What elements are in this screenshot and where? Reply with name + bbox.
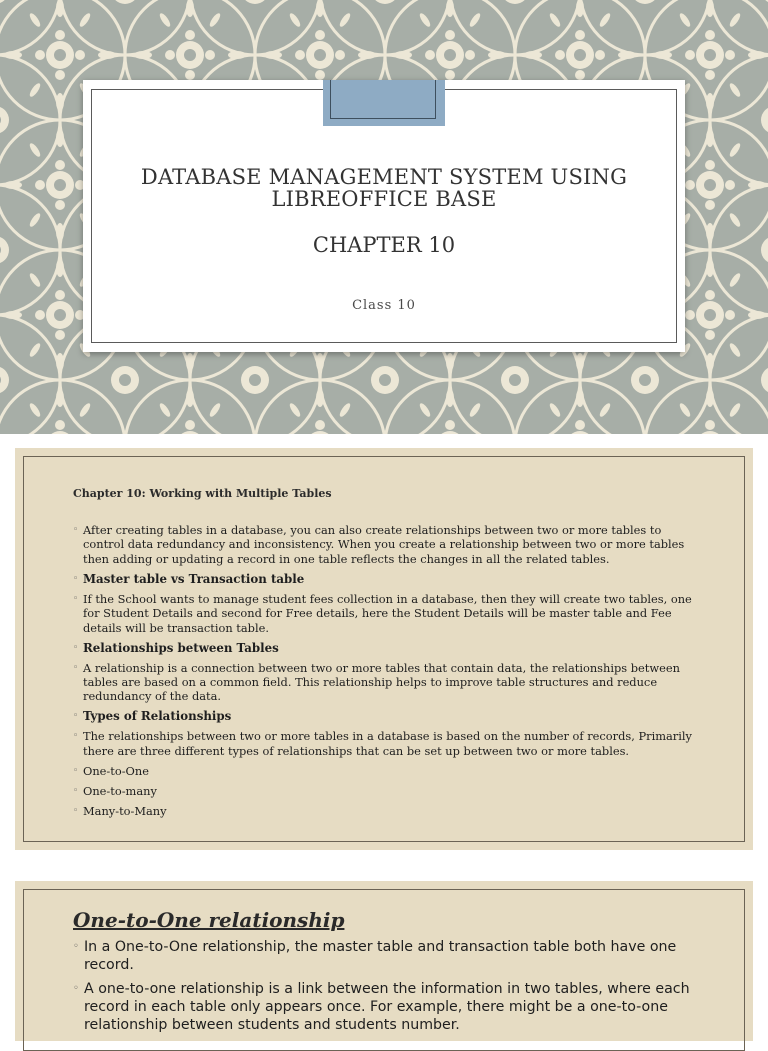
title-line-2: LIBREOFFICE BASE [271,187,497,211]
bullet-icon: ◦ [73,765,79,776]
list-item-text: One-to-One [83,763,149,778]
slide-heading: Chapter 10: Working with Multiple Tables [73,487,332,500]
bullet-icon: ◦ [73,662,79,673]
bullet-icon: ◦ [73,593,79,604]
title-card [83,80,685,352]
bullet-icon: ◦ [73,711,79,722]
title-line-1: DATABASE MANAGEMENT SYSTEM USING [140,165,628,189]
bullet-icon: ◦ [73,941,79,952]
chapter-title: CHAPTER 10 [312,233,456,257]
list-item [73,784,693,798]
list-item-text: Types of Relationships [83,709,232,724]
list-item [73,523,693,566]
list-item [73,764,693,778]
slide-one-to-one [15,881,753,1041]
list-item-text: Many-to-Many [83,803,167,818]
bullet-icon: ◦ [73,983,79,994]
class-subtitle: Class 10 [352,298,416,313]
list-item [73,572,693,586]
bullet-icon: ◦ [73,573,79,584]
bullet-icon: ◦ [73,731,79,742]
slide-heading: One-to-One relationship [73,908,345,932]
list-item [73,709,693,723]
slide-multiple-tables [15,448,753,850]
list-item-text: A relationship is a connection between two or more tables that contain data, the relationships between tables are based on a common field. This relationship helps to improve table structures and reduce redundancy of the data. [83,660,680,704]
list-item-text: One-to-many [83,783,157,798]
title-tab-inner [330,80,436,119]
bullet-icon: ◦ [73,805,79,816]
list-item [73,980,703,1034]
list-item-text: After creating tables in a database, you can also create relationships between two or more tables to control data redundancy and inconsistency. When you create a relationship between two or more tables then adding or updating a record in one table reflects the changes in all the related tables. [83,523,685,566]
list-item [73,938,703,974]
list-item-text: If the School wants to manage student fees collection in a database, then they will create two tables, one for Student Details and second for Free details, here the Student Details will be master table and Fee details will be transaction table. [83,591,692,635]
list-item-text: The relationships between two or more tables in a database is based on the number of records, Primarily there are three different types of relationships that can be set up between two or more tables. [83,729,692,758]
bullet-icon: ◦ [73,642,79,653]
bullet-icon: ◦ [73,525,79,535]
bullet-list [73,523,693,824]
list-item [73,804,693,818]
presentation-title [103,166,665,210]
bullet-icon: ◦ [73,785,79,796]
list-item [73,661,693,704]
list-item [73,592,693,635]
list-item [73,729,693,758]
list-item [73,641,693,655]
list-item-text: Relationships between Tables [83,640,279,655]
list-item-text: A one-to-one relationship is a link between the information in two tables, where each record in each table only appears once. For example, there might be a one-to-one relationship between students and students number. [84,981,690,1033]
list-item-text: In a One-to-One relationship, the master table and transaction table both have one record. [84,939,677,973]
bullet-list [73,938,703,1040]
list-item-text: Master table vs Transaction table [83,571,305,586]
title-tab-decoration [323,80,445,126]
title-slide [0,0,768,434]
